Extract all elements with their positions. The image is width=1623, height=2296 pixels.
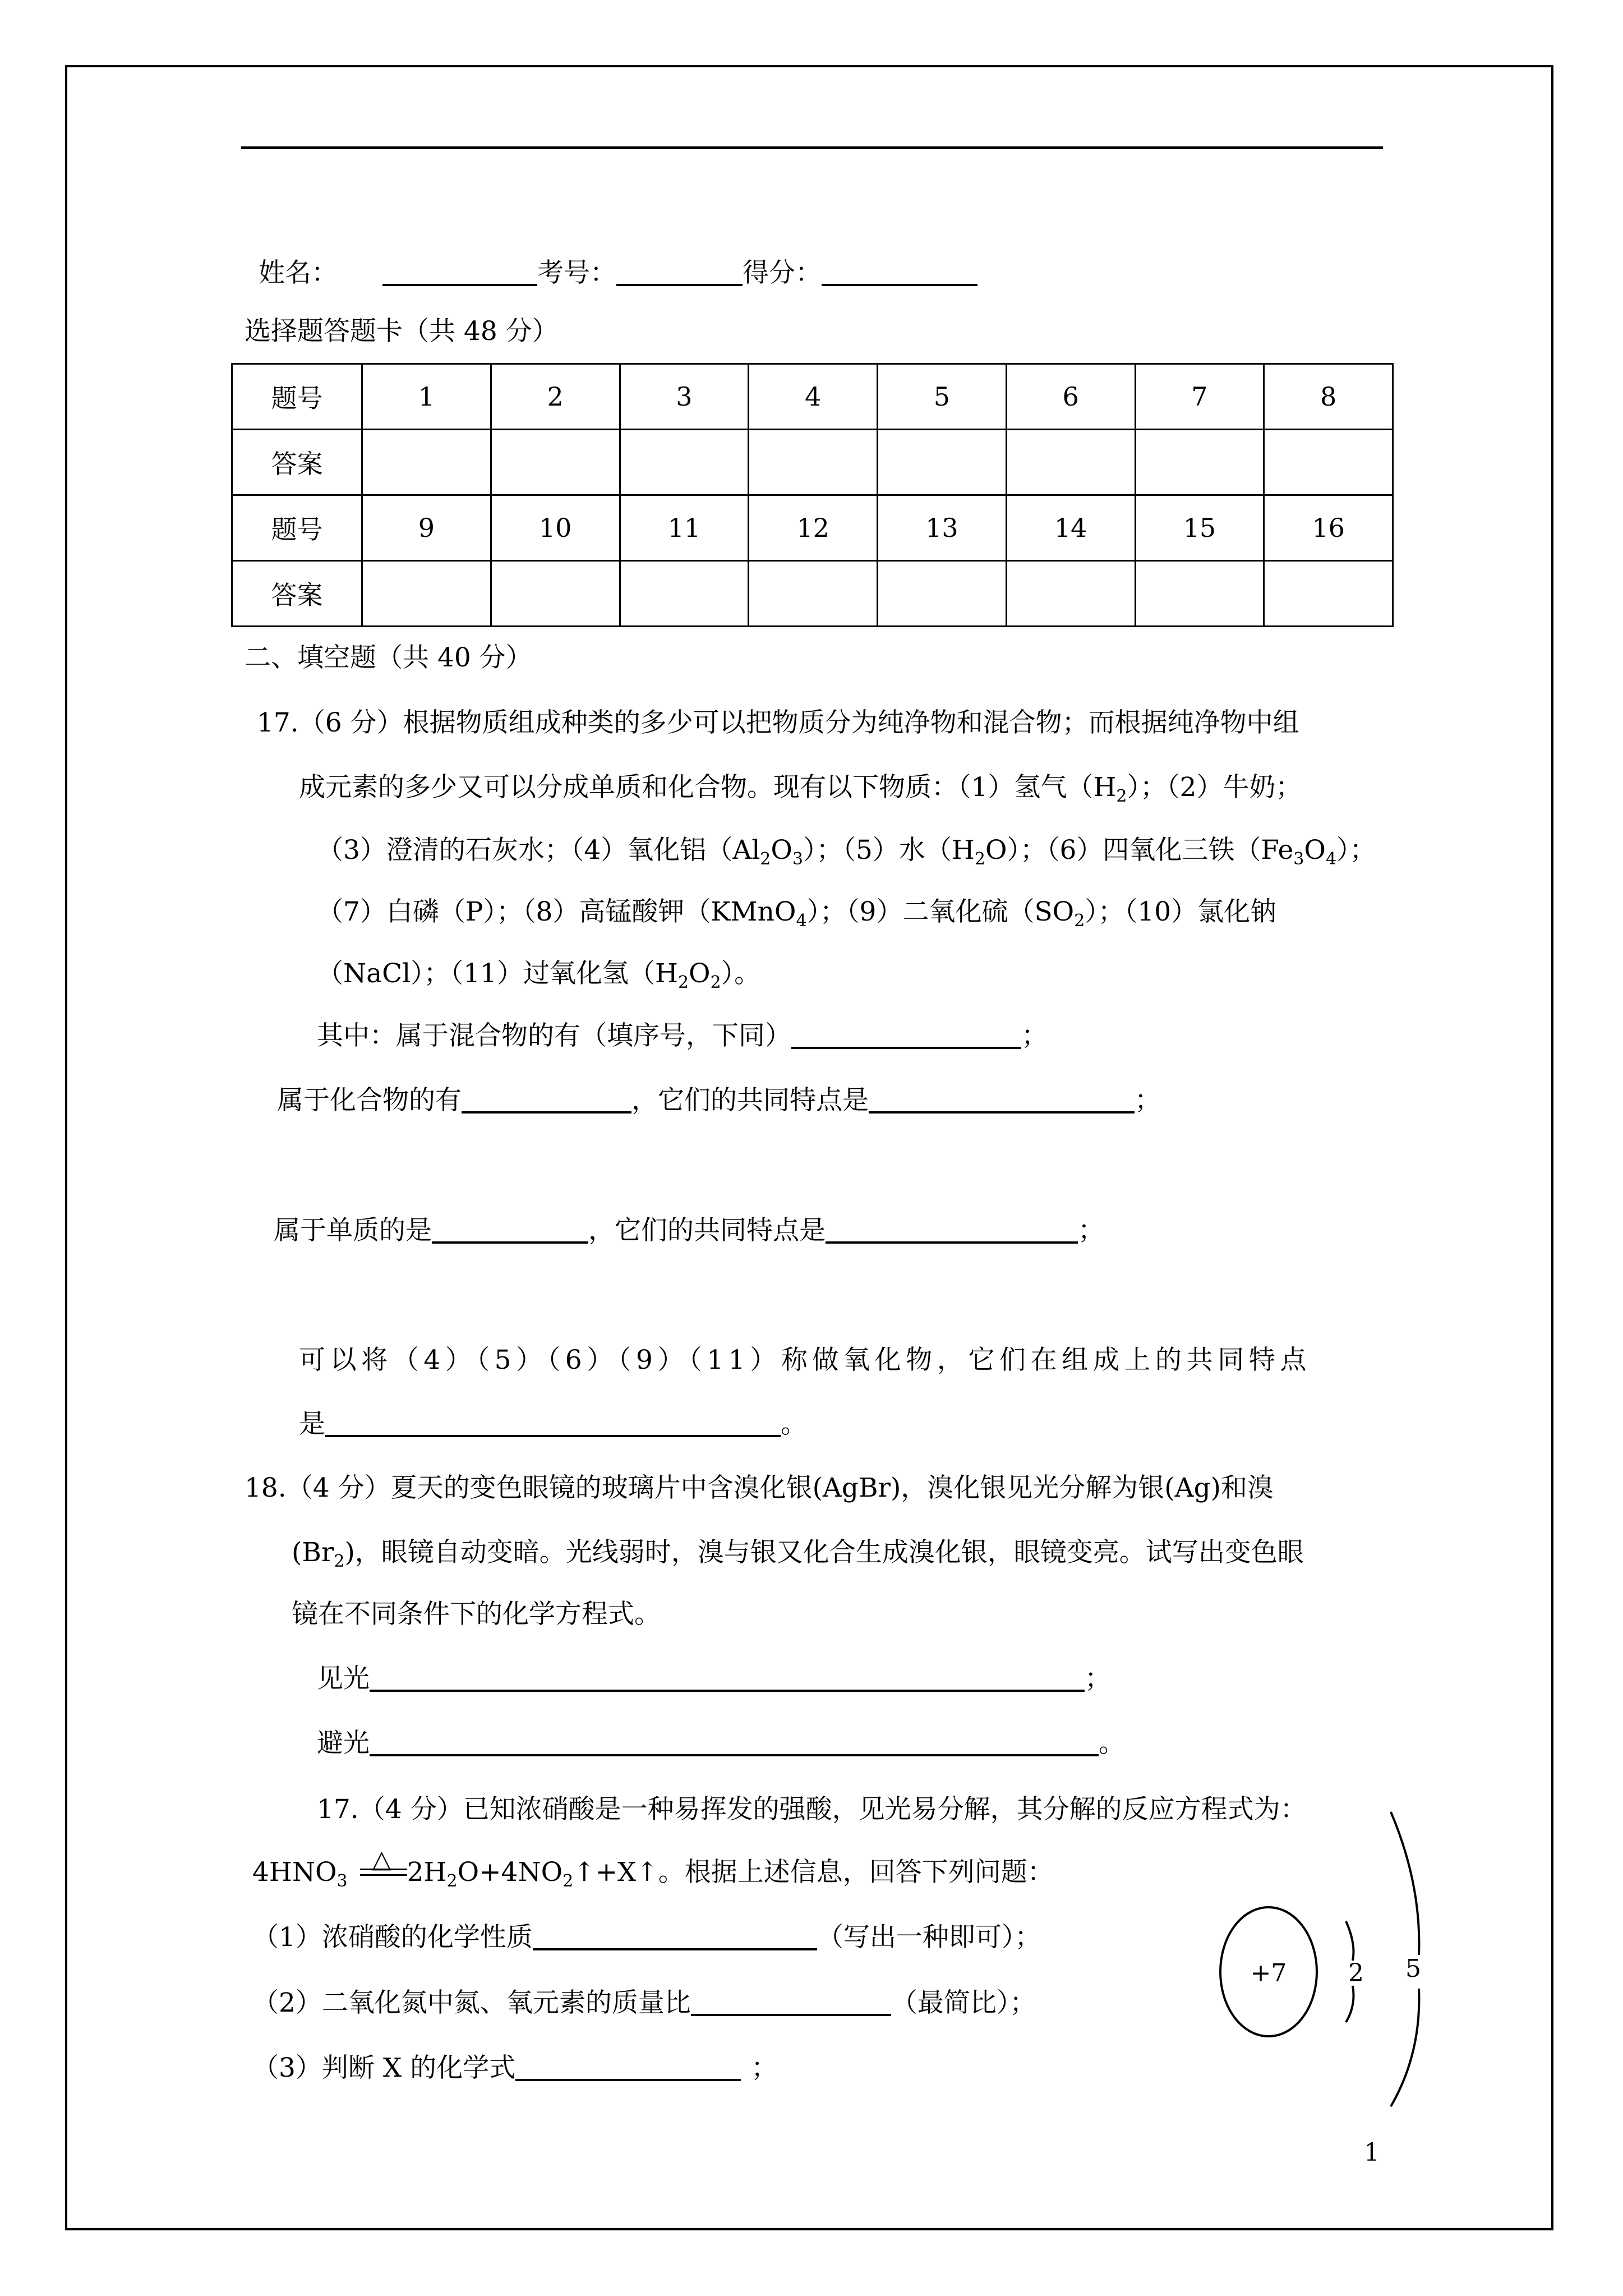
- question-number: 16: [1264, 495, 1393, 561]
- dark-row: 避光 。: [317, 1728, 1125, 1759]
- q18-line3: 镜在不同条件下的化学方程式。: [292, 1599, 661, 1630]
- answer-cell[interactable]: [362, 561, 491, 627]
- question-number: 6: [1006, 364, 1135, 430]
- page-number: 1: [1364, 2138, 1380, 2167]
- q17b-q2: （2）二氧化氮中氮、氧元素的质量比 （最简比）；: [252, 1987, 1036, 2018]
- oxide-feature-field[interactable]: [325, 1408, 781, 1437]
- compound-answer-field[interactable]: [462, 1084, 631, 1114]
- answer-cell[interactable]: [1264, 561, 1393, 627]
- answer-cell[interactable]: [1135, 430, 1264, 495]
- name-field[interactable]: [382, 257, 537, 286]
- electron-shell-1-bottom: [1346, 1986, 1354, 2022]
- question-number: 5: [878, 364, 1007, 430]
- row-label-number: 题号: [232, 495, 362, 561]
- q17b-line1: 17.（4 分）已知浓硝酸是一种易挥发的强酸，见光易分解，其分解的反应方程式为：: [317, 1794, 1307, 1825]
- question-number: 13: [878, 495, 1007, 561]
- question-number: 12: [749, 495, 878, 561]
- compound-feature-field[interactable]: [869, 1084, 1135, 1114]
- question-number: 3: [620, 364, 749, 430]
- question-number: 7: [1135, 364, 1264, 430]
- oxide-row: 是 。: [299, 1409, 807, 1439]
- q17b-q1: （1）浓硝酸的化学性质 （写出一种即可）；: [252, 1922, 1041, 1953]
- answer-cell[interactable]: [749, 561, 878, 627]
- score-label: 得分：: [743, 257, 822, 288]
- mixture-answer-field[interactable]: [791, 1020, 1021, 1049]
- row-label-answer: 答案: [232, 561, 362, 627]
- element-row: 属于单质的是 ，它们的共同特点是 ；: [274, 1215, 1104, 1246]
- nucleus-charge: +7: [1250, 1959, 1287, 1987]
- question-number: 2: [491, 364, 620, 430]
- answer-card-title: 选择题答题卡（共 48 分）: [245, 316, 559, 347]
- element-answer-field[interactable]: [432, 1214, 588, 1244]
- x-formula-field[interactable]: [515, 2052, 741, 2081]
- score-field[interactable]: [822, 257, 978, 286]
- q17a-line5: （NaCl）；（11）过氧化氢$(H_2O_2)$。: [317, 958, 761, 992]
- question-number: 15: [1135, 495, 1264, 561]
- table-row: [232, 561, 1393, 627]
- light-row: 见光 ；: [317, 1663, 1111, 1694]
- question-number: 8: [1264, 364, 1393, 430]
- answer-cell[interactable]: [1006, 430, 1135, 495]
- q17a-line1: 17.（6 分）根据物质组成种类的多少可以把物质分为纯净物和混合物；而根据纯净物中组: [257, 707, 1299, 738]
- row-label-number: 题号: [232, 364, 362, 430]
- answer-cell[interactable]: [491, 430, 620, 495]
- header-rule: [241, 146, 1383, 149]
- answer-cell[interactable]: [620, 430, 749, 495]
- heat-condition: △: [360, 1857, 407, 1884]
- name-label: 姓名：: [259, 257, 338, 288]
- answer-cell[interactable]: [1006, 561, 1135, 627]
- shell-1-electrons: 2: [1348, 1959, 1364, 1987]
- answer-cell[interactable]: [878, 430, 1007, 495]
- table-row: [232, 364, 1393, 430]
- answer-cell[interactable]: [620, 561, 749, 627]
- answer-cell[interactable]: [1264, 430, 1393, 495]
- answer-cell[interactable]: [749, 430, 878, 495]
- question-number: 10: [491, 495, 620, 561]
- q18-line2: $(Br_2)$，眼镜自动变暗。光线弱时，溴与银又化合生成溴化银，眼镜变亮。试写出变色眼: [292, 1537, 1304, 1571]
- answer-cell[interactable]: [878, 561, 1007, 627]
- table-row: [232, 495, 1393, 561]
- question-number: 1: [362, 364, 491, 430]
- exam-no-field[interactable]: [616, 257, 743, 286]
- q17a-line3: （3）澄清的石灰水；（4）氧化铝$(Al_2O_3)$；（5）水$(H_2O)$；（6）四氧化三铁$(Fe_3O_4)$；: [317, 835, 1376, 869]
- element-feature-field[interactable]: [826, 1214, 1078, 1244]
- question-number: 9: [362, 495, 491, 561]
- table-row: [232, 430, 1393, 495]
- name-row: [259, 256, 978, 290]
- shell-2-electrons: 5: [1405, 1954, 1421, 1983]
- answer-cell[interactable]: [1135, 561, 1264, 627]
- answer-card-table: [231, 363, 1394, 627]
- answer-cell[interactable]: [491, 561, 620, 627]
- section-title: 二、填空题（共 40 分）: [245, 642, 532, 673]
- question-number: 11: [620, 495, 749, 561]
- q17a-line4: （7）白磷（P）；（8）高锰酸钾（KMnO$_4$）；（9）二氧化硫$(SO_2)$；（10）氯化钠: [317, 896, 1277, 931]
- q17a-line2: 成元素的多少又可以分成单质和化合物。现有以下物质：（1）氢气$(H_2)$；（2）牛奶；: [299, 772, 1302, 806]
- question-number: 4: [749, 364, 878, 430]
- q17b-q3: （3）判断 X 的化学式 ；: [252, 2053, 778, 2083]
- dark-equation-field[interactable]: [370, 1727, 1099, 1756]
- light-equation-field[interactable]: [370, 1663, 1085, 1692]
- mixture-row: 其中：属于混合物的有（填序号，下同） ；: [317, 1020, 1048, 1051]
- oxide-line: 可以将（4）（5）（6）（9）（11）称做氧化物，它们在组成上的共同特点: [299, 1345, 1312, 1375]
- mass-ratio-field[interactable]: [691, 1987, 891, 2016]
- compound-row: 属于化合物的有 ，它们的共同特点是 ；: [277, 1085, 1161, 1116]
- q18-line1: 18.（4 分）夏天的变色眼镜的玻璃片中含溴化银(AgBr)，溴化银见光分解为银(Ag)和溴: [245, 1473, 1274, 1503]
- atomic-structure-diagram: [1206, 1801, 1441, 2115]
- q17b-equation: $4HNO_3$ △ $2H_2O+4NO_2↑+X↑$。根据上述信息，回答下列问题：: [252, 1845, 1054, 1891]
- answer-cell[interactable]: [362, 430, 491, 495]
- chemical-property-field[interactable]: [533, 1921, 817, 1950]
- question-number: 14: [1006, 495, 1135, 561]
- exam-no-label: 考号：: [537, 257, 616, 288]
- electron-shell-2-top: [1391, 1812, 1419, 1955]
- row-label-answer: 答案: [232, 430, 362, 495]
- electron-shell-1-top: [1346, 1921, 1354, 1961]
- electron-shell-2-bottom: [1391, 1989, 1419, 2106]
